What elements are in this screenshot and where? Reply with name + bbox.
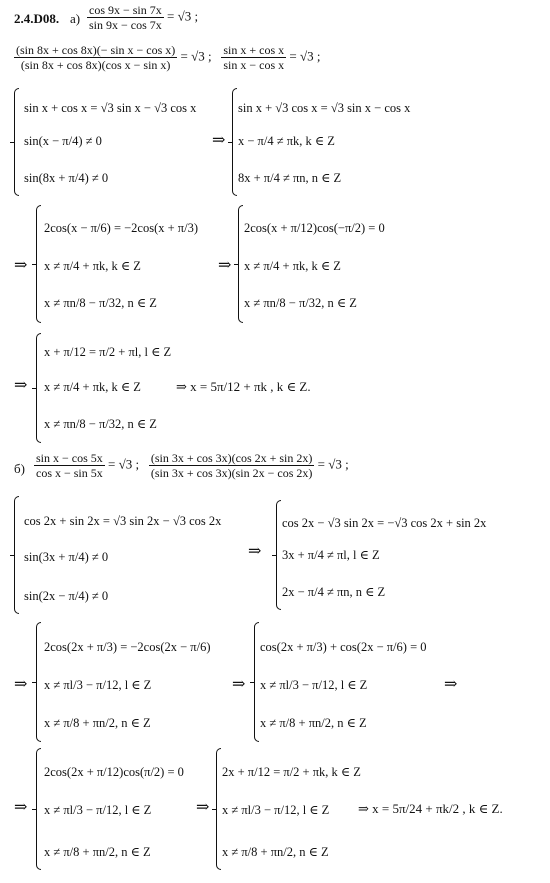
sys-line: sin(2x − π/4) ≠ 0: [24, 589, 109, 603]
part-a-answer: ⇒ x = 5π/12 + πk , k ∈ Z.: [176, 379, 311, 394]
part-a-label: а): [70, 11, 81, 26]
brace: [36, 748, 41, 870]
sys-line: cos(2x + π/3) + cos(2x − π/6) = 0: [260, 640, 427, 654]
brace: [238, 205, 243, 323]
sys-line: x ≠ πl/3 − π/12, l ∈ Z: [222, 803, 330, 817]
part-b-label: б): [14, 461, 25, 476]
sys-line: x ≠ π/8 + πn/2, n ∈ Z: [44, 716, 151, 730]
sys-line: cos 2x − √3 sin 2x = −√3 cos 2x + sin 2x: [282, 516, 487, 530]
sys-line: 2cos(2x + π/12)cos(π/2) = 0: [44, 765, 184, 779]
implies-arrow: ⇒: [212, 132, 226, 149]
sys-line: x ≠ π/8 + πn/2, n ∈ Z: [260, 716, 367, 730]
sys-line: x ≠ πn/8 − π/32, n ∈ Z: [44, 296, 157, 310]
sys-line: 2cos(x − π/6) = −2cos(x + π/3): [44, 221, 198, 235]
sys-line: 8x + π/4 ≠ πn, n ∈ Z: [238, 171, 342, 185]
sys-line: 2x + π/12 = π/2 + πk, k ∈ Z: [222, 765, 361, 779]
a-step1-text: (sin 8x + cos 8x)(−sin x − cos x) / ((sin 8x + cos 8x)(cos x − sin x)) = √3 ; (sin x + cos x)/(sin x − cos x) = √3 ;: [0, 2, 45, 3]
implies-arrow: ⇒: [14, 676, 28, 693]
implies-arrow: ⇒: [14, 377, 28, 394]
brace: [254, 622, 259, 742]
brace: [232, 88, 237, 196]
sys-line: 2x − π/4 ≠ πn, n ∈ Z: [282, 585, 386, 599]
a-eq-text: (cos 9x − sin 7x) / (sin 9x − cos 7x) = √3 ;: [0, 0, 17, 1]
brace: [276, 500, 281, 610]
implies-arrow: ⇒: [444, 676, 458, 693]
sys-line: sin(8x + π/4) ≠ 0: [24, 171, 109, 185]
part-a-step1: $\frac{\text{(sin 8x + cos 8x)(− sin x − cos x)}}{\text{(sin 8x + cos 8x)(cos x − sin x)}}$ = √3 ; $\frac{\text{sin x + cos x}}{\text{sin x − cos x}}$ = √3 ;: [16, 43, 321, 72]
implies-arrow: ⇒: [232, 676, 246, 693]
implies-arrow: ⇒: [248, 543, 262, 560]
brace: [36, 333, 41, 443]
sys-line: x ≠ π/8 + πn/2, n ∈ Z: [44, 845, 151, 859]
sys-line: 2cos(x + π/12)cos(−π/2) = 0: [244, 221, 385, 235]
implies-arrow: ⇒: [218, 257, 232, 274]
sys-line: sin x + cos x = √3 sin x − √3 cos x: [24, 101, 197, 115]
implies-arrow: ⇒: [14, 257, 28, 274]
sys-line: x ≠ π/4 + πk, k ∈ Z: [244, 259, 341, 273]
sys-line: x ≠ π/4 + πk, k ∈ Z: [44, 380, 141, 394]
sys-line: x + π/12 = π/2 + πl, l ∈ Z: [44, 345, 172, 359]
brace: [216, 748, 221, 870]
sys-line: x ≠ π/4 + πk, k ∈ Z: [44, 259, 141, 273]
sys-line: x ≠ πl/3 − π/12, l ∈ Z: [260, 678, 368, 692]
brace: [36, 205, 41, 323]
implies-arrow: ⇒: [14, 799, 28, 816]
implies-arrow: ⇒: [196, 799, 210, 816]
brace: [14, 496, 19, 614]
problem-number: 2.4.D08.: [14, 11, 60, 26]
sys-line: sin(3x + π/4) ≠ 0: [24, 550, 109, 564]
sys-line: x ≠ πn/8 − π/32, n ∈ Z: [44, 417, 157, 431]
sys-line: cos 2x + sin 2x = √3 sin 2x − √3 cos 2x: [24, 514, 222, 528]
sys-line: sin(x − π/4) ≠ 0: [24, 134, 102, 148]
sys-line: x − π/4 ≠ πk, k ∈ Z: [238, 134, 335, 148]
sys-line: x ≠ πn/8 − π/32, n ∈ Z: [244, 296, 357, 310]
part-b-answer: ⇒ x = 5π/24 + πk/2 , k ∈ Z.: [358, 801, 503, 816]
sys-line: sin x + √3 cos x = √3 sin x − cos x: [238, 101, 411, 115]
sys-line: x ≠ πl/3 − π/12, l ∈ Z: [44, 803, 152, 817]
sys-line: x ≠ π/8 + πn/2, n ∈ Z: [222, 845, 329, 859]
b-eq-text: (sin x − cos 5x)/(cos x − sin 5x) = √3 ; (sin 3x + cos 3x)(cos 2x + sin 2x) / ((sin 3x + cos 3x)(sin 2x − cos 2x)) = √3 ;: [0, 4, 47, 5]
part-b-equation: $\frac{\text{sin x − cos 5x}}{\text{cos x − sin 5x}}$ = √3 ; $\frac{(\sin 3x + \cos 3x)(\cos 2x + \sin 2x)}{(\sin 3x + \cos 3x)(\sin 2x - \cos 2x)}$ = √3 ;: [36, 451, 349, 480]
sys-line: 2cos(2x + π/3) = −2cos(2x − π/6): [44, 640, 211, 654]
brace: [14, 88, 19, 196]
sys-line: 3x + π/4 ≠ πl, l ∈ Z: [282, 548, 380, 562]
brace: [36, 622, 41, 742]
sys-line: x ≠ πl/3 − π/12, l ∈ Z: [44, 678, 152, 692]
part-a-equation: $\frac{\cos 9x - \sin 7x}{\sin 9x - \cos 7x}$ = √3 ;: [89, 3, 199, 32]
